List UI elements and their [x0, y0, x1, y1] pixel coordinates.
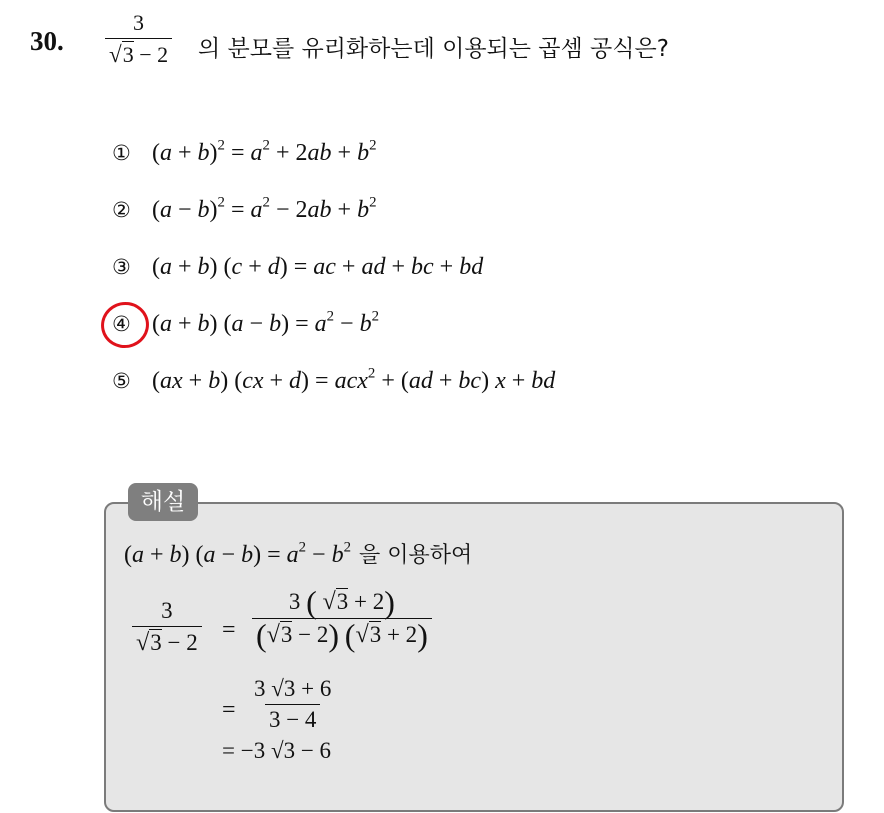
- option-marker-4: ④: [112, 312, 131, 336]
- option-formula-4: (a + b) $(a - b) = a^2 - b^2$: [152, 308, 380, 337]
- solution-identity: (a + b) $(a - b) = a^2 - b^2$: [124, 539, 352, 568]
- solution-step-3: = −3 √3 − 6: [222, 738, 332, 763]
- option-marker-5: ⑤: [112, 369, 131, 393]
- option-formula-3: (a + b) (c + d) = ac + ad + bc + bd: [152, 254, 484, 280]
- solution-equals-1: =: [222, 617, 236, 643]
- option-marker-2: ②: [112, 198, 131, 222]
- solution-step-2-fraction: $\frac{3 √3 + 6}{3 - 4}$: [254, 676, 332, 732]
- fraction-denominator: √3 − 2: [105, 38, 172, 68]
- option-4[interactable]: [112, 308, 380, 338]
- option-formula-5: (ax + b) (cx + d) = acx$^2$ + (ad + bc) x + bd: [152, 365, 556, 394]
- solution-rhs-fraction: $\frac{3 ( √3 + 2)}{(√3 - 2) (√3 + 2)}$: [252, 588, 432, 649]
- solution-line-1: [124, 538, 472, 569]
- solution-tag: 해설: [128, 483, 198, 521]
- option-5[interactable]: [112, 365, 556, 395]
- question-fraction: [105, 10, 172, 68]
- option-formula-1: $(a + b)^2 = a^2 + 2ab + b^2$: [152, 137, 377, 166]
- solution-lhs-fraction: $\frac{3}{√3 - 2}$: [132, 598, 202, 657]
- option-marker-3: ③: [112, 255, 131, 279]
- solution-equals-2: =: [222, 697, 236, 723]
- solution-line-1-text: 을 이용하여: [359, 543, 473, 568]
- option-3[interactable]: [112, 254, 483, 281]
- question-number: 30.: [30, 26, 64, 56]
- option-1[interactable]: [112, 137, 377, 167]
- question-text: 의 분모를 유리화하는데 이용되는 곱셈 공식은?: [198, 36, 669, 62]
- option-2[interactable]: [112, 194, 377, 224]
- fraction-numerator: 3: [133, 10, 145, 35]
- option-formula-2: $(a - b)^2 = a^2 - 2ab + b^2$: [152, 194, 377, 223]
- option-marker-1: ①: [112, 141, 131, 165]
- selected-answer-circle: [97, 298, 154, 353]
